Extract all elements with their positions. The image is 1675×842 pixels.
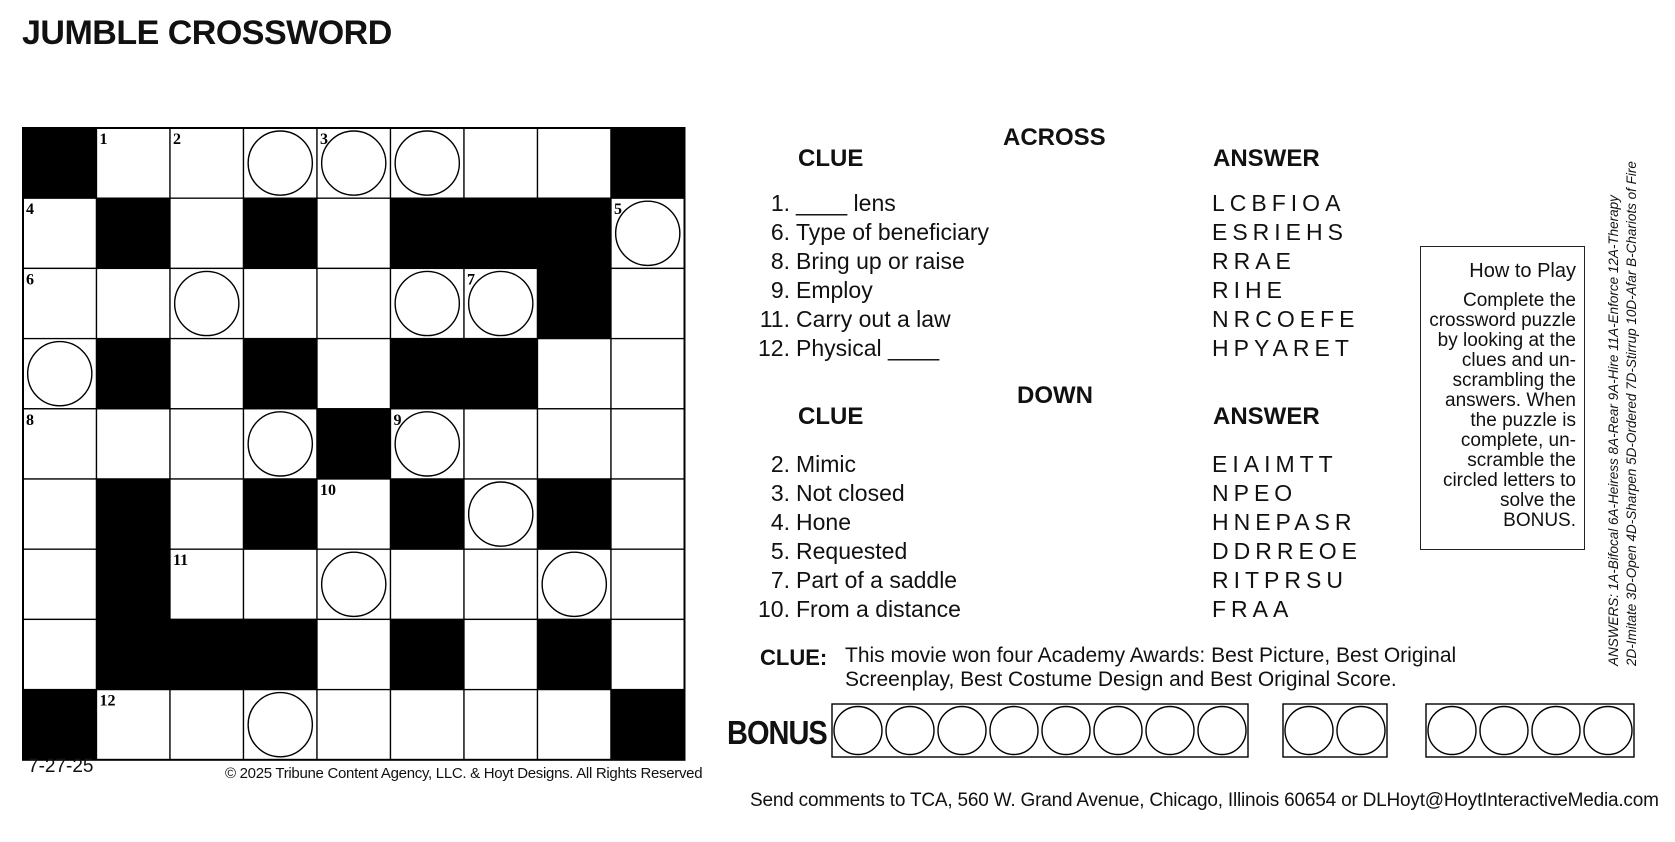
clue-row	[754, 509, 851, 536]
clue-text: Part of a saddle	[796, 567, 958, 593]
grid-cell[interactable]	[538, 690, 612, 760]
grid-cell[interactable]	[23, 409, 97, 479]
grid-cell[interactable]	[244, 268, 318, 338]
clue-number: 4.	[770, 509, 790, 535]
bonus-letter-circle[interactable]	[1480, 707, 1528, 755]
scrambled-answer: NPEO	[1212, 480, 1298, 506]
clue-number: 10.	[758, 596, 790, 622]
circled-letter-marker	[542, 552, 606, 616]
circled-letter-marker	[28, 342, 92, 406]
down-clue-header: CLUE	[798, 403, 864, 430]
down-answer-header: ANSWER	[1213, 403, 1320, 430]
clue-number: 3.	[770, 480, 790, 506]
grid-cell[interactable]	[464, 619, 538, 689]
grid-clue-number: 2	[173, 131, 181, 148]
grid-cell-black	[97, 479, 171, 549]
how-to-play-box	[1420, 246, 1585, 550]
clue-number: 5.	[770, 538, 790, 564]
bonus-letter-circle[interactable]	[1532, 707, 1580, 755]
grid-cell[interactable]	[464, 128, 538, 198]
grid-cell-black	[538, 619, 612, 689]
circled-letter-marker	[469, 271, 533, 335]
grid-cell[interactable]	[538, 339, 612, 409]
bonus-word-box	[1283, 704, 1387, 757]
grid-cell[interactable]	[464, 409, 538, 479]
grid-cell-black	[244, 479, 318, 549]
clue-text: Employ	[796, 277, 873, 303]
clue-row	[754, 190, 896, 217]
answers-key	[1605, 161, 1641, 666]
clue-number: 11.	[759, 306, 790, 332]
how-to-play-line: complete, un-	[1460, 430, 1576, 451]
grid-clue-number: 7	[467, 271, 475, 289]
clue-text: Carry out a law	[796, 306, 951, 332]
circled-letter-marker	[616, 201, 680, 265]
grid-cell[interactable]	[538, 128, 612, 198]
grid-cell[interactable]	[97, 268, 171, 338]
grid-cell[interactable]	[611, 549, 685, 619]
circled-letter-marker	[248, 131, 312, 195]
grid-clue-number: 5	[614, 201, 622, 219]
bonus-letter-circle[interactable]	[1094, 707, 1142, 755]
circled-letter-marker	[469, 482, 533, 546]
grid-cell[interactable]	[611, 479, 685, 549]
clue-number: 9.	[770, 277, 790, 303]
grid-cell-black	[317, 409, 391, 479]
how-to-play-line: circled letters to	[1442, 470, 1576, 491]
how-to-play-line: solve the	[1499, 490, 1576, 511]
puzzle-title: JUMBLE CROSSWORD	[22, 14, 392, 52]
grid-cell[interactable]	[23, 479, 97, 549]
scrambled-answer: HPYARET	[1212, 335, 1354, 361]
grid-cell[interactable]	[97, 128, 171, 198]
circled-letter-marker	[395, 131, 459, 195]
scrambled-answer: HNEPASR	[1212, 509, 1357, 535]
grid-clue-number: 10	[320, 482, 336, 499]
grid-cell[interactable]	[170, 198, 244, 268]
clue-row	[754, 248, 965, 275]
how-to-play-line: scrambling the	[1452, 370, 1576, 391]
answers-line-across: ANSWERS: 1A-Bifocal 6A-Heiress 8A-Rear 9A-Hire 11A-Enforce 12A-Therapy	[1606, 195, 1621, 666]
how-to-play-line: by looking at the	[1437, 330, 1576, 351]
circled-letter-marker	[322, 131, 386, 195]
scrambled-answer: EIAIMTT	[1212, 451, 1338, 477]
grid-cell[interactable]	[170, 479, 244, 549]
grid-cell[interactable]	[317, 198, 391, 268]
grid-cell[interactable]	[170, 409, 244, 479]
grid-cell-black	[244, 619, 318, 689]
clue-row	[754, 480, 905, 507]
clue-number: 2.	[770, 451, 790, 477]
clue-text: Requested	[796, 538, 908, 564]
bonus-letter-circle[interactable]	[1337, 707, 1385, 755]
clue-text: Physical ____	[796, 335, 940, 361]
grid-cell-black	[391, 339, 465, 409]
grid-cell[interactable]	[464, 690, 538, 760]
bonus-letter-circle[interactable]	[1042, 707, 1090, 755]
grid-cell[interactable]	[97, 409, 171, 479]
clue-number: 1.	[770, 190, 790, 216]
clue-row	[754, 567, 957, 594]
circled-letter-marker	[322, 552, 386, 616]
grid-cell-black	[611, 128, 685, 198]
grid-cell[interactable]	[611, 619, 685, 689]
bonus-letter-circle[interactable]	[886, 707, 934, 755]
bonus-word-box	[832, 704, 1248, 757]
grid-clue-number: 9	[393, 411, 402, 429]
grid-cell[interactable]	[317, 339, 391, 409]
grid-cell-black	[23, 690, 97, 760]
clue-text: From a distance	[796, 596, 961, 622]
bonus-letter-circle[interactable]	[990, 707, 1038, 755]
bonus-label: BONUS	[727, 715, 827, 752]
how-to-play-line: the puzzle is	[1470, 410, 1576, 431]
clue-number: 7.	[770, 567, 790, 593]
grid-cell[interactable]	[23, 619, 97, 689]
grid-cell-black	[611, 690, 685, 760]
grid-cell-black	[538, 198, 612, 268]
grid-cell-black	[391, 619, 465, 689]
across-heading: ACROSS	[1003, 124, 1106, 151]
how-to-play-line: clues and un-	[1461, 350, 1576, 371]
grid-cell[interactable]	[391, 549, 465, 619]
bonus-letter-circle[interactable]	[834, 707, 882, 755]
grid-cell[interactable]	[611, 339, 685, 409]
scrambled-answer: RIHE	[1212, 277, 1287, 303]
bonus-clue-label: CLUE:	[760, 645, 828, 670]
grid-cell-black	[244, 339, 318, 409]
clue-number: 12.	[758, 335, 790, 361]
clue-number: 6.	[770, 219, 790, 245]
grid-cell[interactable]	[170, 690, 244, 760]
clue-text: Not closed	[796, 480, 905, 506]
grid-cell[interactable]	[317, 690, 391, 760]
clue-text: Mimic	[796, 451, 857, 477]
grid-cell[interactable]	[317, 268, 391, 338]
clue-text: Bring up or raise	[796, 248, 965, 274]
clue-row	[754, 306, 951, 333]
clue-row	[754, 538, 907, 565]
grid-clue-number: 8	[26, 411, 34, 429]
copyright-notice: © 2025 Tribune Content Agency, LLC. & Hoyt Designs. All Rights Reserved	[225, 765, 703, 782]
grid-cell-black	[97, 198, 171, 268]
down-heading: DOWN	[1017, 382, 1093, 409]
grid-cell-black	[97, 549, 171, 619]
how-to-play-line: BONUS.	[1503, 510, 1576, 531]
clue-row	[754, 219, 989, 246]
grid-clue-number: 11	[173, 552, 189, 570]
grid-cell[interactable]	[170, 128, 244, 198]
grid-cell-black	[391, 198, 465, 268]
grid-cell[interactable]	[317, 619, 391, 689]
circled-letter-marker	[248, 693, 312, 757]
grid-cell[interactable]	[611, 268, 685, 338]
grid-cell-black	[391, 479, 465, 549]
grid-clue-number: 4	[26, 201, 34, 219]
scrambled-answer: RRAE	[1212, 248, 1296, 274]
grid-cell[interactable]	[23, 198, 97, 268]
send-comments: Send comments to TCA, 560 W. Grand Avenue, Chicago, Illinois 60654 or DLHoyt@HoytInteractiveMedia.com	[750, 790, 1659, 811]
clue-text: Hone	[796, 509, 851, 535]
grid-clue-number: 3	[320, 131, 328, 148]
across-clue-header: CLUE	[798, 145, 864, 172]
how-to-play-line: crossword puzzle	[1429, 310, 1576, 331]
how-to-play-title: How to Play	[1469, 260, 1576, 282]
grid-cell-black	[23, 128, 97, 198]
bonus-letter-circle[interactable]	[1584, 707, 1632, 755]
scrambled-answer: ESRIEHS	[1212, 219, 1348, 245]
how-to-play-line: Complete the	[1462, 290, 1576, 311]
clue-text: Type of beneficiary	[796, 219, 990, 245]
how-to-play-line: scramble the	[1467, 450, 1576, 471]
grid-cell[interactable]	[538, 409, 612, 479]
clue-row	[754, 277, 873, 304]
bonus-letter-circle[interactable]	[1428, 707, 1476, 755]
grid-cell[interactable]	[464, 549, 538, 619]
how-to-play-text	[1427, 291, 1576, 531]
across-answer-header: ANSWER	[1213, 145, 1320, 172]
answers-line-down: 2D-Imitate 3D-Open 4D-Sharpen 5D-Ordered 7D-Stirrup 10D-Afar B-Chariots of Fire	[1624, 161, 1639, 666]
circled-letter-marker	[175, 271, 239, 335]
grid-cell-black	[538, 479, 612, 549]
grid-clue-number: 12	[99, 692, 116, 710]
grid-clue-number: 6	[26, 271, 34, 289]
bonus-clue-line-1: This movie won four Academy Awards: Best Picture, Best Original	[845, 644, 1457, 667]
clue-row	[754, 451, 856, 478]
grid-cell-black	[97, 619, 171, 689]
bonus-letter-circle[interactable]	[1146, 707, 1194, 755]
circled-letter-marker	[395, 412, 459, 476]
clue-row	[754, 596, 961, 623]
grid-cell[interactable]	[244, 549, 318, 619]
circled-letter-marker	[248, 412, 312, 476]
grid-cell[interactable]	[170, 339, 244, 409]
grid-cell[interactable]	[391, 690, 465, 760]
grid-clue-number: 1	[99, 131, 108, 148]
scrambled-answer: DDRREOE	[1212, 538, 1363, 564]
clue-text: ____ lens	[796, 190, 896, 216]
clue-number: 8.	[770, 248, 790, 274]
scrambled-answer: LCBFIOA	[1212, 190, 1346, 216]
clue-row	[754, 335, 939, 362]
bonus-letter-circle[interactable]	[938, 707, 986, 755]
crossword-grid	[0, 0, 703, 782]
grid-cell-black	[538, 268, 612, 338]
grid-cell[interactable]	[23, 268, 97, 338]
grid-cell[interactable]	[611, 409, 685, 479]
scrambled-answer: RITPRSU	[1212, 567, 1348, 593]
grid-cell-black	[244, 198, 318, 268]
grid-cell-black	[170, 619, 244, 689]
puzzle-date: 7-27-25	[28, 756, 94, 777]
grid-cell-black	[464, 198, 538, 268]
bonus-word-box	[1426, 704, 1634, 757]
bonus-letter-circle[interactable]	[1285, 707, 1333, 755]
bonus-clue-line-2: Screenplay, Best Costume Design and Best Original Score.	[845, 668, 1397, 691]
grid-cell[interactable]	[23, 549, 97, 619]
scrambled-answer: NRCOEFE	[1212, 306, 1360, 332]
scrambled-answer: FRAA	[1212, 596, 1294, 622]
bonus-letter-circle[interactable]	[1198, 707, 1246, 755]
grid-cell-black	[97, 339, 171, 409]
circled-letter-marker	[395, 271, 459, 335]
grid-cell-black	[464, 339, 538, 409]
how-to-play-line: answers. When	[1445, 390, 1576, 411]
